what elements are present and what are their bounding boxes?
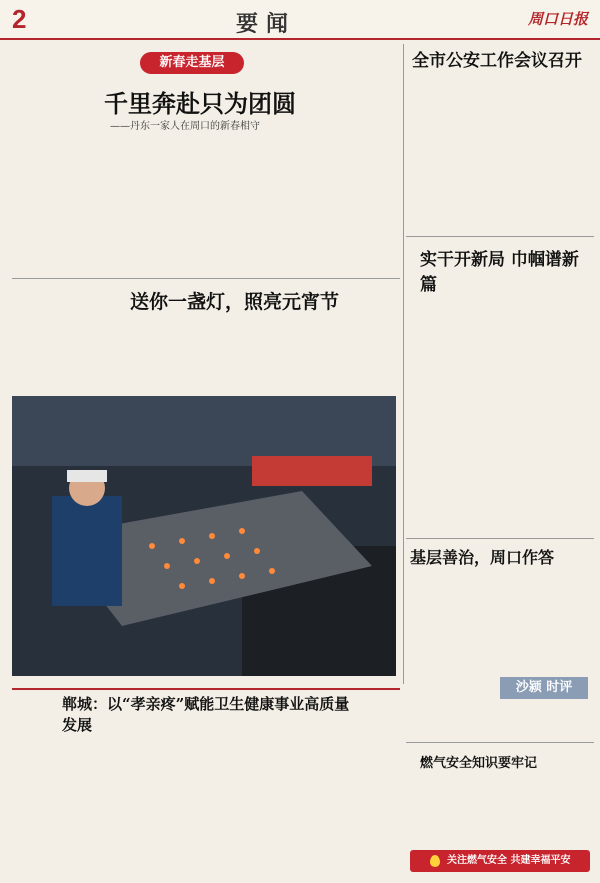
lantern-headline: 送你一盏灯，照亮元宵节	[130, 291, 340, 313]
womens-work-headline: 实干开新局 巾帼谱新篇	[420, 250, 579, 295]
gas-safety-banner-text: 关注燃气安全 共建幸福平安	[447, 855, 571, 866]
public-security-headline: 全市公安工作会议召开	[412, 51, 582, 71]
dancheng-body	[12, 736, 400, 876]
page-number: 2	[12, 4, 27, 34]
grassroots-governance-body	[408, 566, 592, 674]
gas-safety-headline: 燃气安全知识要牢记	[420, 756, 538, 771]
section-title: 要闻	[236, 11, 297, 37]
flame-icon	[430, 855, 440, 867]
public-security-body	[408, 70, 592, 230]
dancheng-headline: 郸城：以“孝亲疼”赋能卫生健康事业高质量发展	[62, 695, 350, 734]
section-divider	[406, 538, 594, 539]
column-divider	[403, 44, 404, 684]
bottom-section-rule	[12, 688, 400, 690]
lead-subhead: ——丹东一家人在周口的新春相守	[110, 121, 260, 132]
commentary-column-tag: 沙颍 时评	[500, 677, 588, 699]
gas-safety-banner	[410, 850, 590, 872]
page-header	[0, 0, 600, 40]
womens-work-body	[408, 270, 592, 532]
lantern-body	[12, 312, 400, 392]
section-divider	[406, 742, 594, 743]
gas-safety-body	[408, 772, 592, 846]
photo-illustration	[12, 396, 396, 676]
spring-festival-tag: 新春走基层	[140, 52, 244, 74]
lead-headline: 千里奔赴只为团圆	[104, 89, 296, 118]
section-divider	[12, 278, 400, 279]
section-divider	[406, 236, 594, 237]
factory-worker-photo	[12, 396, 396, 676]
newspaper-logo: 周口日报	[528, 10, 589, 28]
grassroots-governance-headline: 基层善治，周口作答	[410, 548, 555, 567]
lead-body	[12, 146, 400, 270]
